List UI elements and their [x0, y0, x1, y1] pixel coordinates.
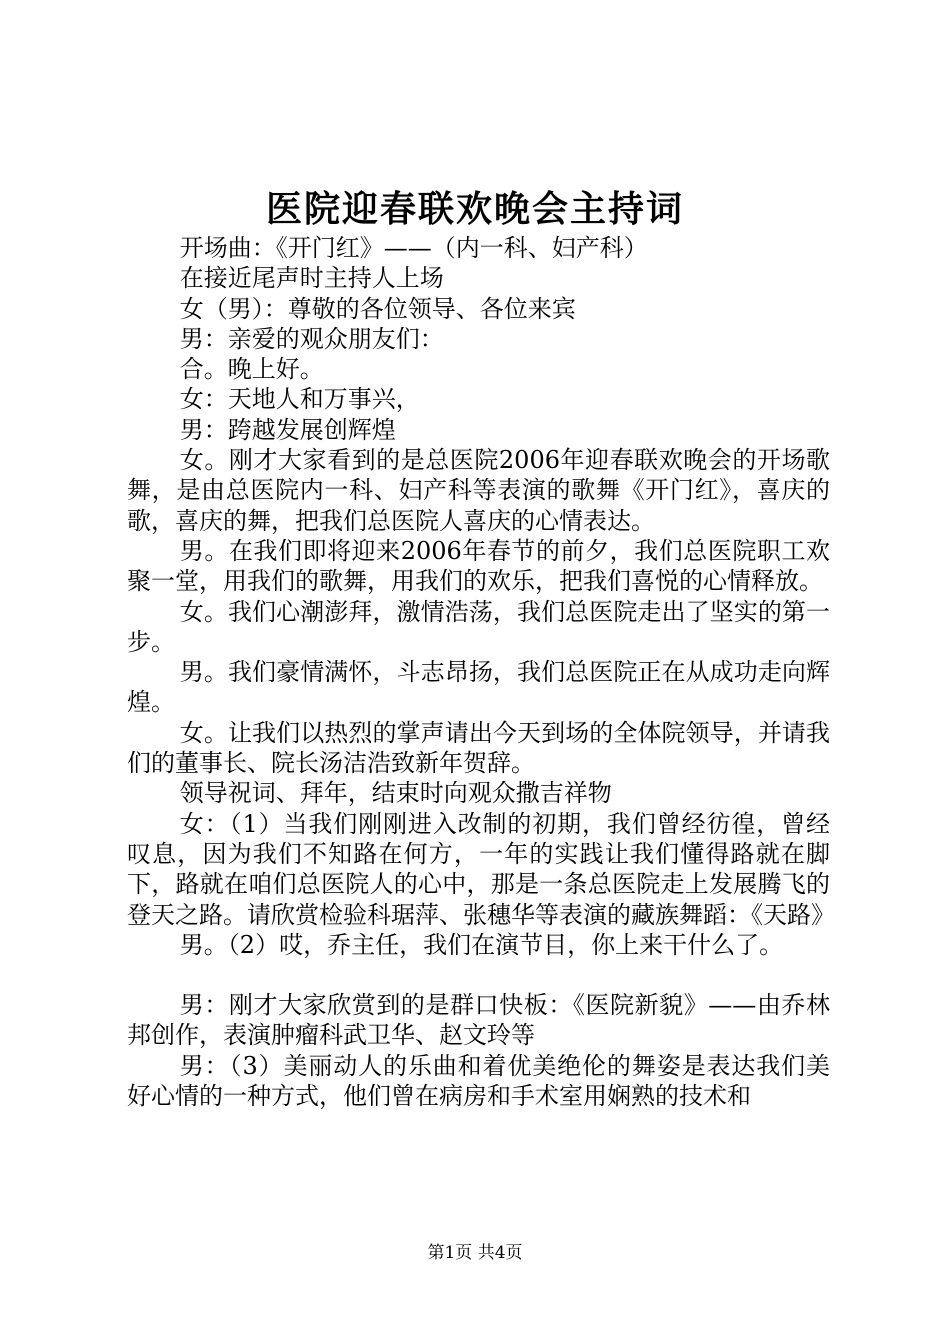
paragraph: 男。我们豪情满怀，斗志昂扬，我们总医院正在从成功走向辉煌。 [127, 658, 830, 717]
paragraph: 男。在我们即将迎来2006年春节的前夕，我们总医院职工欢聚一堂，用我们的歌舞，用我们的欢乐，把我们喜悦的心情释放。 [127, 536, 830, 596]
document-title: 医院迎春联欢晚会主持词 [265, 188, 684, 230]
paragraph: 合。晚上好。 [179, 355, 324, 384]
paragraph: 女：天地人和万事兴， [179, 385, 420, 414]
paragraph: 男：（3）美丽动人的乐曲和着优美绝伦的舞姿是表达我们美好心情的一种方式，他们曾在病房和手术室用娴熟的技术和 [127, 1051, 830, 1111]
page-footer: 第1页 共4页 [427, 1243, 523, 1263]
document-body [127, 233, 835, 1111]
paragraph: 女（男）：尊敬的各位领导、各位来宾 [179, 294, 576, 323]
paragraph: 在接近尾声时主持人上场 [179, 264, 444, 293]
paragraph: 女：（1）当我们刚刚进入改制的初期，我们曾经彷徨，曾经叹息，因为我们不知路在何方，一年的实践让我们懂得路就在脚下，路就在咱们总医院人的心中，那是一条总医院走上发展腾飞的登天之路。请欣赏检验科琚萍、张穗华等表演的藏族舞蹈：《天路》 [127, 809, 835, 929]
paragraph: 开场曲：《开门红》——（内一科、妇产科） [179, 234, 648, 262]
paragraph: 男：刚才大家欣赏到的是群口快板：《医院新貌》——由乔林邦创作，表演肿瘤科武卫华、赵文玲等 [127, 991, 830, 1050]
paragraph: 领导祝词、拜年，结束时向观众撒吉祥物 [179, 779, 612, 808]
paragraph: 男：跨越发展创辉煌 [179, 415, 396, 444]
paragraph: 女。让我们以热烈的掌声请出今天到场的全体院领导，并请我们的董事长、院长汤洁浩致新年贺辞。 [127, 718, 830, 778]
paragraph: 男。（2）哎，乔主任，我们在演节目，你上来干什么了。 [179, 930, 784, 959]
paragraph: 女。我们心潮澎拜，激情浩荡，我们总医院走出了坚实的第一步。 [127, 597, 830, 656]
paragraph: 女。刚才大家看到的是总医院2006年迎春联欢晚会的开场歌舞，是由总医院内一科、妇产科等表演的歌舞《开门红》，喜庆的歌，喜庆的舞，把我们总医院人喜庆的心情表达。 [127, 446, 830, 535]
paragraph: 男：亲爱的观众朋友们： [179, 324, 444, 353]
paragraph-spacer [127, 960, 830, 990]
